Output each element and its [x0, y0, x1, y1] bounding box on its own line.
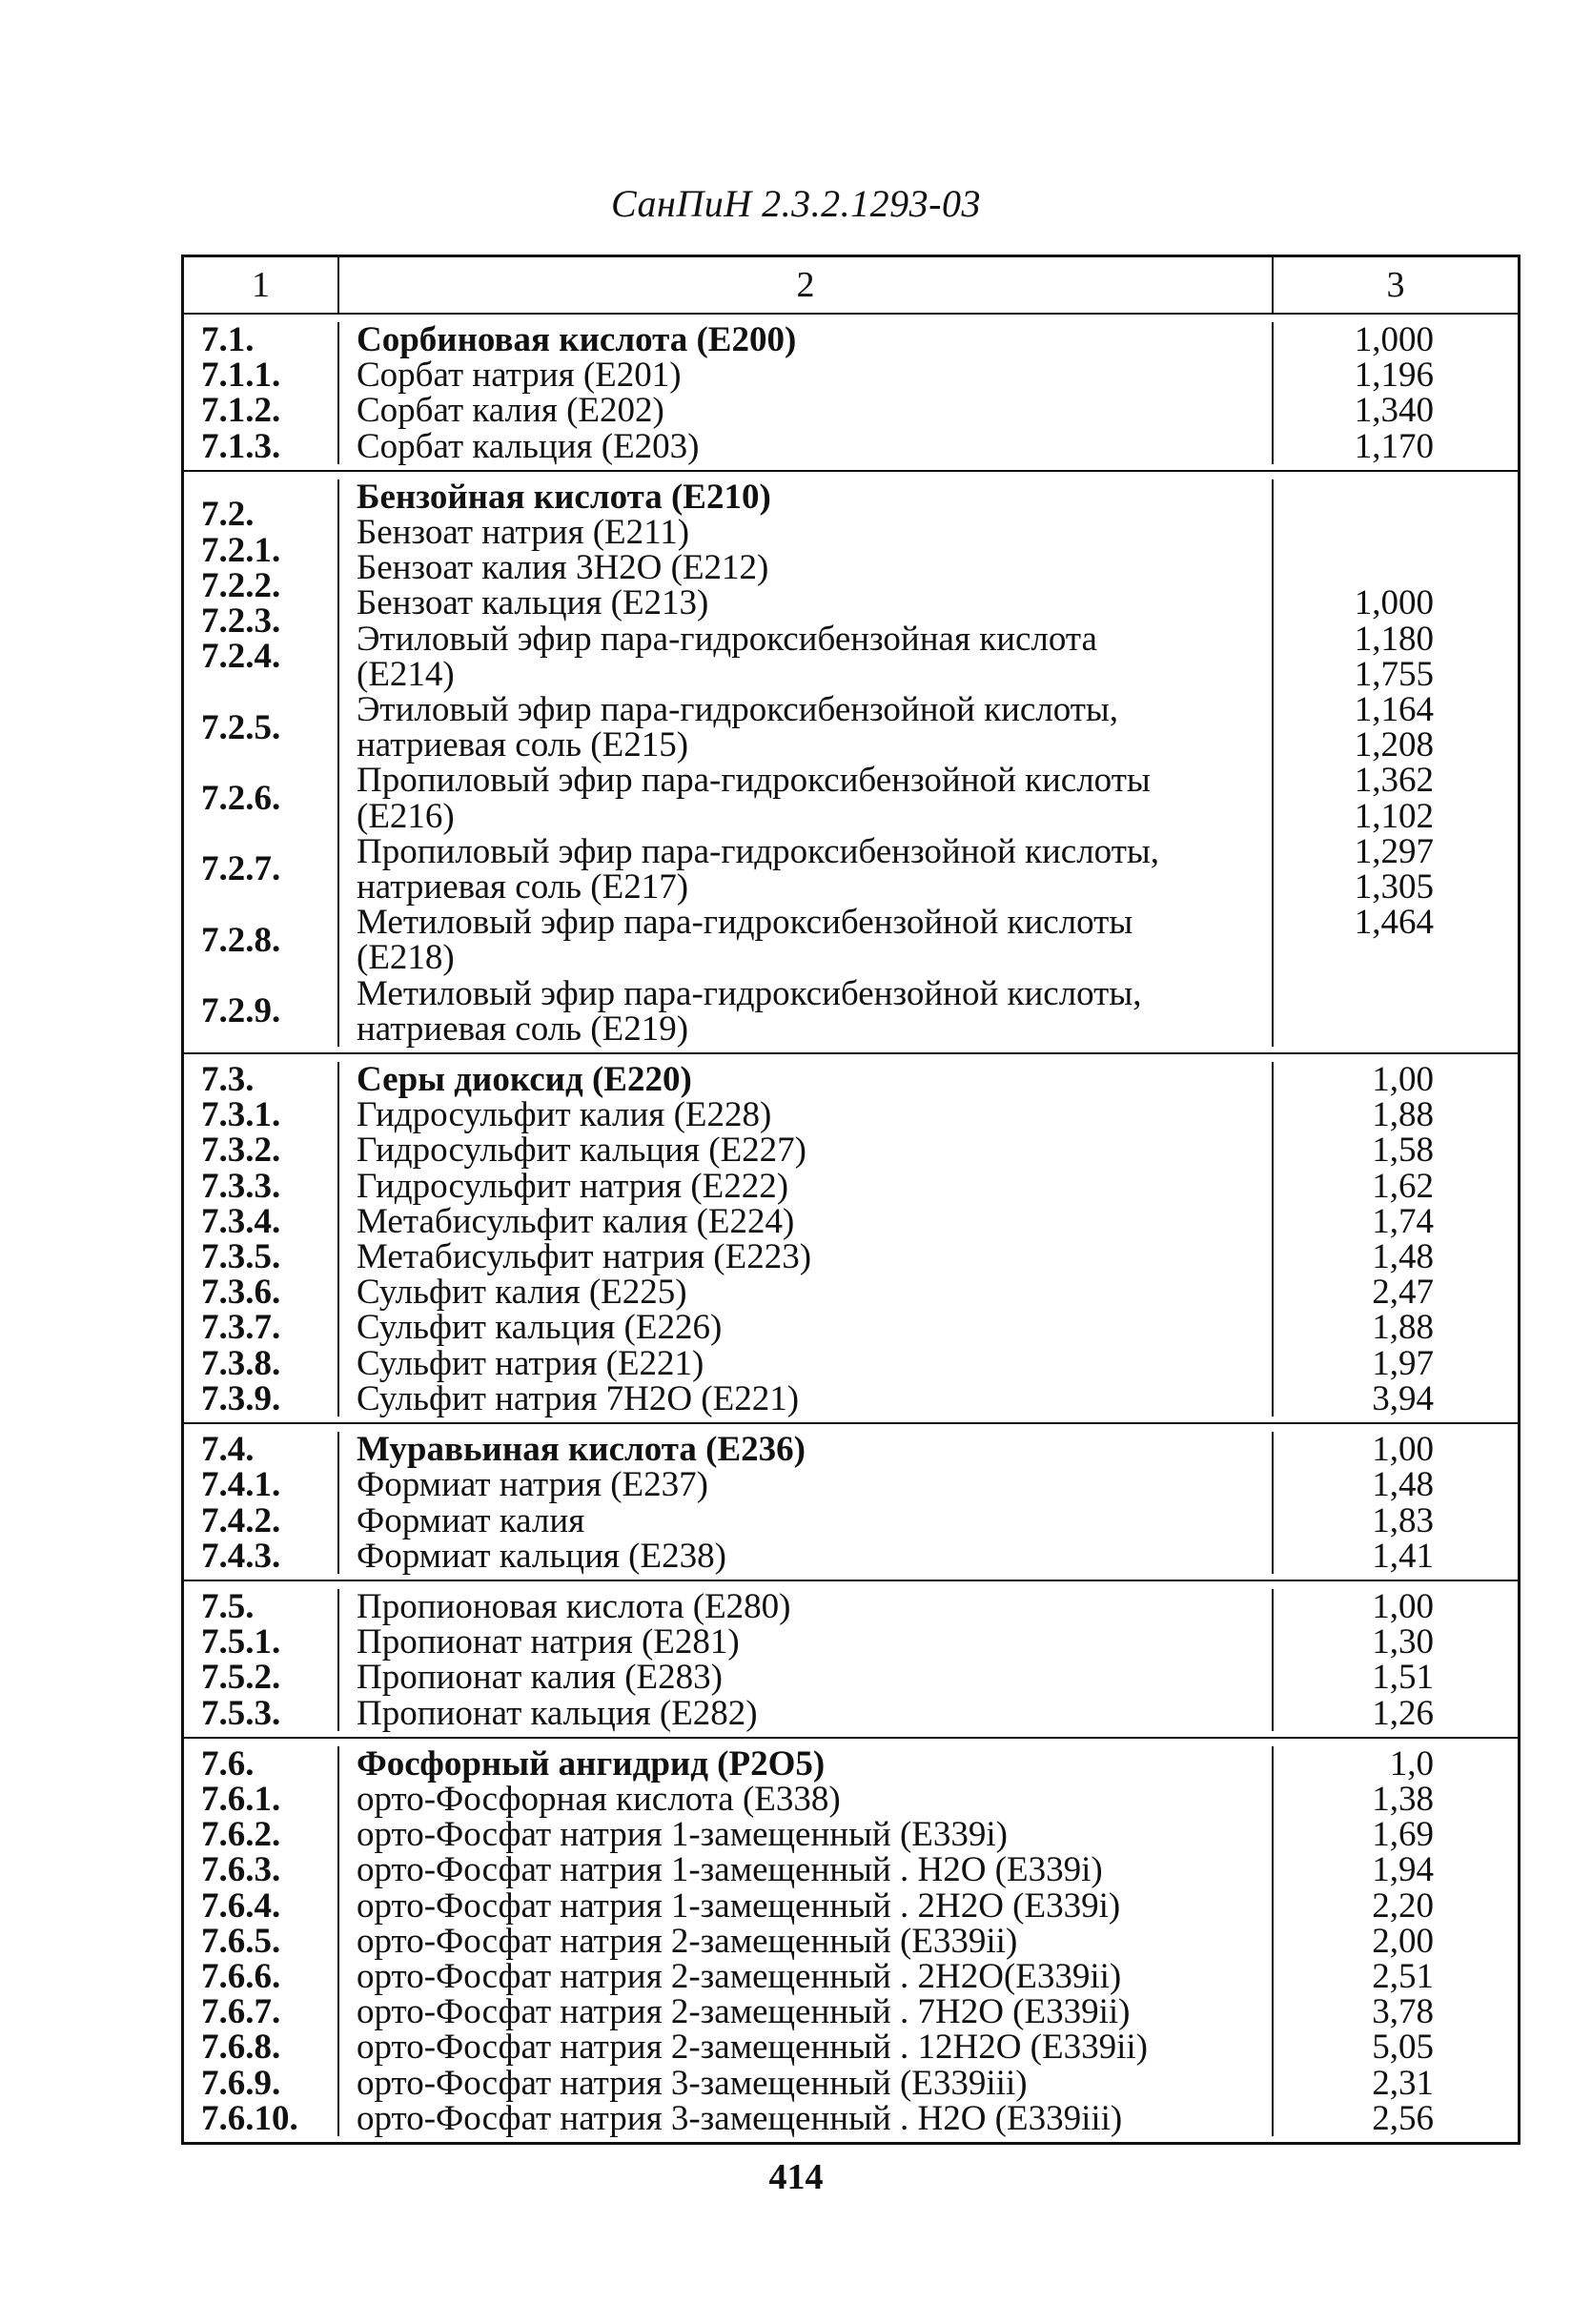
item-number: 7.3. — [201, 1060, 255, 1100]
item-name: Пропиловый эфир пара-гидроксибензойной кислоты, — [357, 831, 1159, 871]
item-value: 1,51 — [1372, 1658, 1434, 1698]
item-value: 1,83 — [1372, 1500, 1434, 1540]
item-value: 1,164 — [1354, 690, 1434, 730]
item-number: 7.3.1. — [201, 1095, 281, 1135]
item-value: 1,362 — [1354, 761, 1434, 801]
item-name: Муравьиная кислота (Е236) — [357, 1430, 806, 1470]
item-name: Сорбат калия (Е202) — [357, 391, 664, 431]
item-value: 1,58 — [1372, 1131, 1434, 1171]
page-number: 414 — [768, 2157, 824, 2197]
name-cell — [339, 479, 1274, 1047]
item-number: 7.6.7. — [201, 1992, 281, 2032]
value-cell — [1274, 1062, 1518, 1417]
item-number — [201, 958, 337, 993]
column-header-1: 1 — [184, 257, 339, 313]
item-number: 7.3.7. — [201, 1308, 281, 1348]
item-value: 1,74 — [1372, 1201, 1434, 1241]
item-value: 1,102 — [1354, 796, 1434, 836]
item-value: 1,196 — [1354, 356, 1434, 396]
item-name: Гидросульфит калия (Е228) — [357, 1095, 772, 1135]
number-cell — [184, 322, 339, 464]
item-value: 1,180 — [1354, 619, 1434, 659]
item-name: Пропионат кальция (Е282) — [357, 1693, 758, 1733]
additives-table — [181, 255, 1521, 2145]
item-number: 7.1.1. — [201, 356, 281, 396]
item-number: 7.2.1. — [201, 530, 281, 570]
item-value: 1,48 — [1372, 1465, 1434, 1505]
item-number — [201, 674, 337, 709]
item-value: 1,62 — [1372, 1166, 1434, 1206]
item-number: 7.2.3. — [201, 601, 281, 642]
item-value: 1,97 — [1372, 1343, 1434, 1383]
document-header: СанПиН 2.3.2.1293-03 — [611, 182, 981, 225]
name-cell — [339, 1743, 1274, 2138]
item-number: 7.2.5. — [201, 707, 281, 747]
item-name: Бензоат кальция (Е213) — [357, 583, 709, 623]
item-name: Метиловый эфир пара-гидроксибензойной кислоты, — [357, 973, 1142, 1013]
item-number: 7.6.6. — [201, 1956, 281, 1996]
item-name: орто-Фосфат натрия 2-замещенный . 7Н2О (Е339ii) — [357, 1992, 1131, 2032]
item-number: 7.6.4. — [201, 1886, 281, 1926]
item-name: Бензоат калия 3Н2О (Е212) — [357, 548, 769, 588]
number-cell — [184, 1062, 339, 1417]
item-value: 1,297 — [1354, 831, 1434, 871]
item-number: 7.3.8. — [201, 1343, 281, 1383]
item-number: 7.3.2. — [201, 1131, 281, 1171]
item-value: 1,000 — [1354, 320, 1434, 359]
item-value: 2,51 — [1372, 1956, 1434, 1996]
item-value — [1274, 550, 1434, 585]
item-name: Этиловый эфир пара-гидроксибензойная кислота — [357, 619, 1097, 659]
item-name: орто-Фосфорная кислота (Е338) — [357, 1779, 841, 1819]
item-name: Бензоат натрия (Е211) — [357, 513, 690, 553]
item-number: 7.2.7. — [201, 849, 281, 889]
item-name: орто-Фосфат натрия 2-замещенный (Е339ii) — [357, 1921, 1018, 1961]
item-value: 1,00 — [1372, 1430, 1434, 1470]
number-cell — [184, 1586, 339, 1733]
item-number: 7.3.4. — [201, 1201, 281, 1241]
name-cell — [339, 1432, 1274, 1574]
item-number: 7.4.1. — [201, 1465, 281, 1505]
number-cell — [184, 479, 339, 1047]
item-value: 1,94 — [1372, 1850, 1434, 1890]
item-value: 1,38 — [1372, 1779, 1434, 1819]
item-number: 7.3.5. — [201, 1237, 281, 1277]
item-value: 1,208 — [1354, 725, 1434, 765]
item-number: 7.4.3. — [201, 1536, 281, 1576]
item-number — [201, 887, 337, 923]
item-value: 2,31 — [1372, 2063, 1434, 2103]
item-number: 7.1.2. — [201, 391, 281, 431]
item-name: Формиат кальция (Е238) — [357, 1536, 726, 1576]
item-name: натриевая соль (Е219) — [357, 1009, 689, 1049]
item-name: орто-Фосфат натрия 2-замещенный . 2Н2О(Е339ii) — [357, 1956, 1122, 1996]
item-number: 7.6.10. — [201, 2098, 298, 2138]
table-header-row — [184, 257, 1518, 315]
item-value: 1,340 — [1354, 391, 1434, 431]
item-name: Метиловый эфир пара-гидроксибензойной кислоты — [357, 903, 1133, 943]
table-group — [184, 1739, 1518, 2142]
item-number: 7.5.1. — [201, 1622, 281, 1662]
item-value: 1,30 — [1372, 1622, 1434, 1662]
item-number: 7.6.8. — [201, 2028, 281, 2068]
item-name: Сорбат натрия (Е201) — [357, 356, 682, 396]
item-name: Формиат натрия (Е237) — [357, 1465, 708, 1505]
item-value: 1,48 — [1372, 1237, 1434, 1277]
item-name: Метабисульфит натрия (Е223) — [357, 1237, 812, 1277]
item-number: 7.2.9. — [201, 991, 281, 1031]
item-name: Пропиловый эфир пара-гидроксибензойной кислоты — [357, 761, 1151, 801]
item-name: Гидросульфит кальция (Е227) — [357, 1131, 806, 1171]
item-name: орто-Фосфат натрия 1-замещенный (Е339i) — [357, 1815, 1009, 1855]
item-number: 7.6. — [201, 1743, 255, 1784]
item-name: орто-Фосфат натрия 1-замещенный . Н2О (Е339i) — [357, 1850, 1103, 1890]
name-cell — [339, 1586, 1274, 1733]
column-header-3: 3 — [1386, 265, 1405, 305]
item-value: 3,78 — [1372, 1992, 1434, 2032]
item-number: 7.5. — [201, 1586, 255, 1626]
item-name: Пропионат натрия (Е281) — [357, 1622, 740, 1662]
item-number: 7.1.3. — [201, 426, 281, 466]
item-number: 7.2.8. — [201, 920, 281, 960]
value-cell — [1274, 1432, 1518, 1574]
item-value: 1,00 — [1372, 1586, 1434, 1626]
item-name: натриевая соль (Е217) — [357, 867, 689, 907]
item-name: Сульфит кальция (Е226) — [357, 1308, 723, 1348]
item-number: 7.3.6. — [201, 1273, 281, 1313]
value-cell — [1274, 1586, 1518, 1733]
item-name: Сорбат кальция (Е203) — [357, 426, 700, 466]
name-cell — [339, 322, 1274, 464]
table-group — [184, 1424, 1518, 1581]
item-number: 7.6.3. — [201, 1850, 281, 1890]
item-value: 1,000 — [1354, 583, 1434, 623]
item-number: 7.6.5. — [201, 1921, 281, 1961]
item-value: 1,170 — [1354, 426, 1434, 466]
item-name: Сульфит калия (Е225) — [357, 1273, 687, 1313]
item-number: 7.2.6. — [201, 779, 281, 818]
item-value: 5,05 — [1372, 2028, 1434, 2068]
item-name: орто-Фосфат натрия 3-замещенный . Н2О (Е339iii) — [357, 2098, 1123, 2138]
item-value: 1,755 — [1354, 654, 1434, 694]
item-number: 7.4.2. — [201, 1500, 281, 1540]
item-name: (Е214) — [357, 654, 455, 694]
item-name: Сульфит натрия 7Н2О (Е221) — [357, 1378, 800, 1418]
item-value: 1,464 — [1354, 903, 1434, 943]
item-number: 7.6.9. — [201, 2063, 281, 2103]
item-value: 1,305 — [1354, 867, 1434, 907]
item-name: Пропионат калия (Е283) — [357, 1658, 723, 1698]
table-group — [184, 472, 1518, 1054]
item-number: 7.2.2. — [201, 565, 281, 605]
item-number: 7.3.9. — [201, 1378, 281, 1418]
item-name: Гидросульфит натрия (Е222) — [357, 1166, 789, 1206]
item-value: 3,94 — [1372, 1378, 1434, 1418]
number-cell — [184, 1432, 339, 1574]
value-cell — [1274, 1743, 1518, 2138]
item-number: 7.2.4. — [201, 637, 281, 677]
item-value: 2,20 — [1372, 1886, 1434, 1926]
item-value: 1,00 — [1372, 1060, 1434, 1100]
number-cell — [184, 1743, 339, 2138]
item-value — [1274, 479, 1434, 515]
item-name: орто-Фосфат натрия 2-замещенный . 12Н2О (Е339ii) — [357, 2028, 1148, 2068]
item-value: 2,47 — [1372, 1273, 1434, 1313]
item-name: Бензойная кислота (Е210) — [357, 477, 771, 517]
table-group — [184, 315, 1518, 472]
item-name: Пропионовая кислота (Е280) — [357, 1586, 791, 1626]
item-value: 2,56 — [1372, 2098, 1434, 2138]
value-cell — [1274, 322, 1518, 464]
item-name: (Е218) — [357, 938, 455, 978]
item-number: 7.3.3. — [201, 1166, 281, 1206]
item-name: (Е216) — [357, 796, 455, 836]
item-number: 7.4. — [201, 1430, 255, 1470]
item-name: Сульфит натрия (Е221) — [357, 1343, 704, 1383]
item-name: орто-Фосфат натрия 3-замещенный (Е339iii) — [357, 2063, 1028, 2103]
column-header-2: 2 — [339, 257, 1274, 313]
item-number: 7.6.2. — [201, 1815, 281, 1855]
item-number: 7.6.1. — [201, 1779, 281, 1819]
item-value: 1,0 — [1389, 1743, 1434, 1784]
item-name: Серы диоксид (Е220) — [357, 1060, 692, 1100]
item-value: 1,41 — [1372, 1536, 1434, 1576]
item-name: Сорбиновая кислота (Е200) — [357, 320, 797, 359]
value-cell — [1274, 479, 1518, 1047]
item-number: 7.5.2. — [201, 1658, 281, 1698]
name-cell — [339, 1062, 1274, 1417]
item-name: натриевая соль (Е215) — [357, 725, 689, 765]
item-number: 7.5.3. — [201, 1693, 281, 1733]
item-value: 1,26 — [1372, 1693, 1434, 1733]
item-name: Метабисульфит калия (Е224) — [357, 1201, 795, 1241]
item-value: 2,00 — [1372, 1921, 1434, 1961]
item-name: Этиловый эфир пара-гидроксибензойной кислоты, — [357, 690, 1119, 730]
item-name: орто-Фосфат натрия 1-замещенный . 2Н2О (Е339i) — [357, 1886, 1121, 1926]
item-value: 1,88 — [1372, 1095, 1434, 1135]
item-name: Фосфорный ангидрид (Р2О5) — [357, 1743, 826, 1784]
item-number: 7.2. — [201, 495, 255, 535]
item-value — [1274, 515, 1434, 550]
table-group — [184, 1581, 1518, 1739]
item-number: 7.1. — [201, 320, 255, 359]
item-number — [201, 816, 337, 851]
table-group — [184, 1054, 1518, 1424]
item-number — [201, 745, 337, 781]
item-name: Формиат калия — [357, 1500, 585, 1540]
item-value: 1,69 — [1372, 1815, 1434, 1855]
item-value: 1,88 — [1372, 1308, 1434, 1348]
